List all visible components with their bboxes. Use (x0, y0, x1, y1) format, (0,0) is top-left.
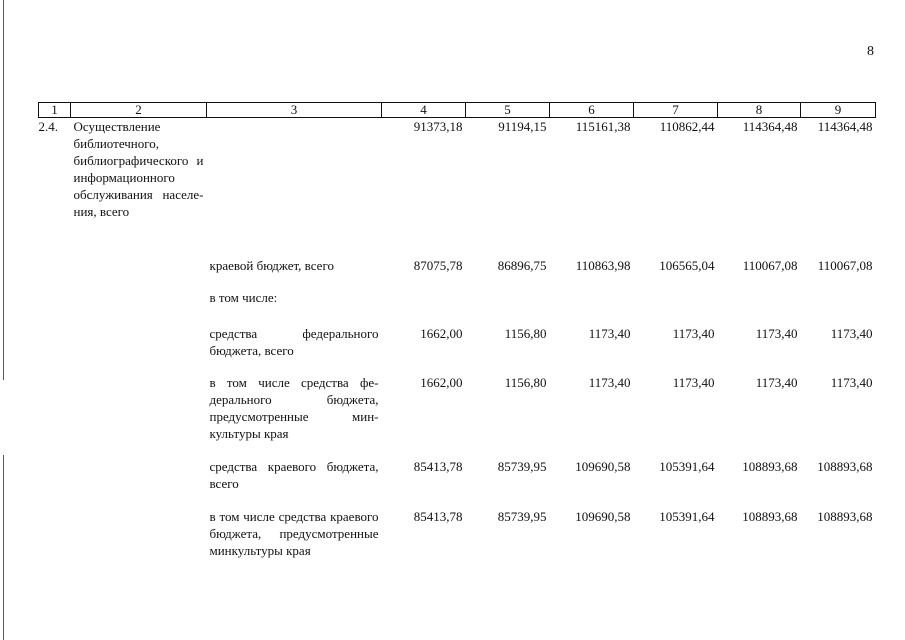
cell-value-col7: 105391,64 (659, 509, 715, 524)
cell-activity-name (71, 361, 207, 446)
cell-source: в том числе: (209, 290, 278, 305)
cell-value-col5: 85739,95 (497, 459, 547, 474)
budget-table (38, 102, 876, 578)
header-col-2: 2 (71, 103, 207, 118)
table-row-regional-funds (39, 446, 876, 494)
cell-value-col5: 91194,15 (498, 119, 547, 134)
cell-source: в том числе средства краевого бюджета, предусмотренные минкультуры края (209, 509, 379, 558)
cell-code (39, 361, 71, 446)
cell-value-col5: 1156,80 (504, 375, 547, 390)
cell-value-col7 (634, 279, 718, 309)
cell-value-col5: 1156,80 (504, 326, 547, 341)
cell-code (39, 446, 71, 494)
cell-value-col4: 1662,00 (420, 375, 463, 390)
cell-value-col5 (466, 279, 550, 309)
cell-value-col6: 109690,58 (575, 459, 631, 474)
cell-value-col6: 1173,40 (588, 375, 631, 390)
scan-edge-bottom (3, 455, 4, 640)
table-row-including (39, 279, 876, 309)
cell-activity-name: Осуществление библиотечного, библиографического и информационного обслуживания населения, всего (73, 119, 204, 219)
cell-value-col9: 108893,68 (817, 459, 873, 474)
header-col-4: 4 (382, 103, 466, 118)
cell-value-col6: 115161,38 (575, 119, 631, 134)
cell-code (39, 309, 71, 361)
cell-value-col9: 110067,08 (817, 258, 873, 273)
header-col-6: 6 (550, 103, 634, 118)
cell-value-col6: 110863,98 (575, 258, 631, 273)
cell-source: в том числе средства федерального бюджета, предусмотренные минкультуры края (209, 375, 379, 441)
page-number: 8 (867, 44, 874, 59)
header-col-7: 7 (634, 103, 718, 118)
table-header (39, 103, 876, 118)
header-col-8: 8 (718, 103, 801, 118)
header-col-3: 3 (207, 103, 382, 118)
cell-value-col8: 1173,40 (755, 326, 798, 341)
table-row-activity-total (39, 118, 876, 237)
cell-value-col8: 108893,68 (742, 459, 798, 474)
cell-value-col4: 85413,78 (413, 459, 463, 474)
table-body (39, 118, 876, 579)
cell-source (207, 118, 382, 237)
cell-value-col7: 105391,64 (659, 459, 715, 474)
cell-value-col6: 109690,58 (575, 509, 631, 524)
header-col-9: 9 (801, 103, 876, 118)
cell-source: краевой бюджет, всего (209, 258, 334, 273)
cell-value-col7: 1173,40 (672, 326, 715, 341)
cell-activity-name (71, 494, 207, 578)
table-row-federal-funds-ministry (39, 361, 876, 446)
cell-value-col5: 86896,75 (497, 258, 547, 273)
table-row-federal-funds (39, 309, 876, 361)
cell-activity-name (71, 236, 207, 279)
cell-value-col4 (382, 279, 466, 309)
cell-code (39, 236, 71, 279)
cell-code (39, 494, 71, 578)
cell-code: 2.4. (38, 119, 58, 134)
cell-activity-name (71, 446, 207, 494)
cell-code (39, 279, 71, 309)
cell-activity-name (71, 279, 207, 309)
cell-value-col6 (550, 279, 634, 309)
cell-value-col7: 1173,40 (672, 375, 715, 390)
cell-value-col8: 110067,08 (742, 258, 798, 273)
header-col-5: 5 (466, 103, 550, 118)
header-row (39, 103, 876, 118)
cell-activity-name (71, 309, 207, 361)
cell-value-col4: 1662,00 (420, 326, 463, 341)
cell-value-col5: 85739,95 (497, 509, 547, 524)
cell-value-col9: 1173,40 (830, 375, 873, 390)
table-row-regional-funds-ministry (39, 494, 876, 578)
cell-value-col4: 87075,78 (413, 258, 463, 273)
cell-value-col9: 114364,48 (817, 119, 873, 134)
cell-source: средства федерального бюджета, всего (209, 326, 379, 358)
cell-value-col8: 108893,68 (742, 509, 798, 524)
scan-edge-top (3, 0, 4, 380)
cell-source: средства краевого бюджета, всего (209, 459, 379, 491)
header-col-1: 1 (39, 103, 71, 118)
cell-value-col9 (801, 279, 876, 309)
cell-value-col9: 108893,68 (817, 509, 873, 524)
cell-value-col6: 1173,40 (588, 326, 631, 341)
table-row-regional-budget (39, 236, 876, 279)
cell-value-col4: 91373,18 (413, 119, 463, 134)
cell-value-col7: 106565,04 (659, 258, 715, 273)
cell-value-col8: 1173,40 (755, 375, 798, 390)
cell-value-col9: 1173,40 (830, 326, 873, 341)
cell-value-col8 (718, 279, 801, 309)
cell-value-col4: 85413,78 (413, 509, 463, 524)
cell-value-col7: 110862,44 (659, 119, 715, 134)
cell-value-col8: 114364,48 (742, 119, 798, 134)
